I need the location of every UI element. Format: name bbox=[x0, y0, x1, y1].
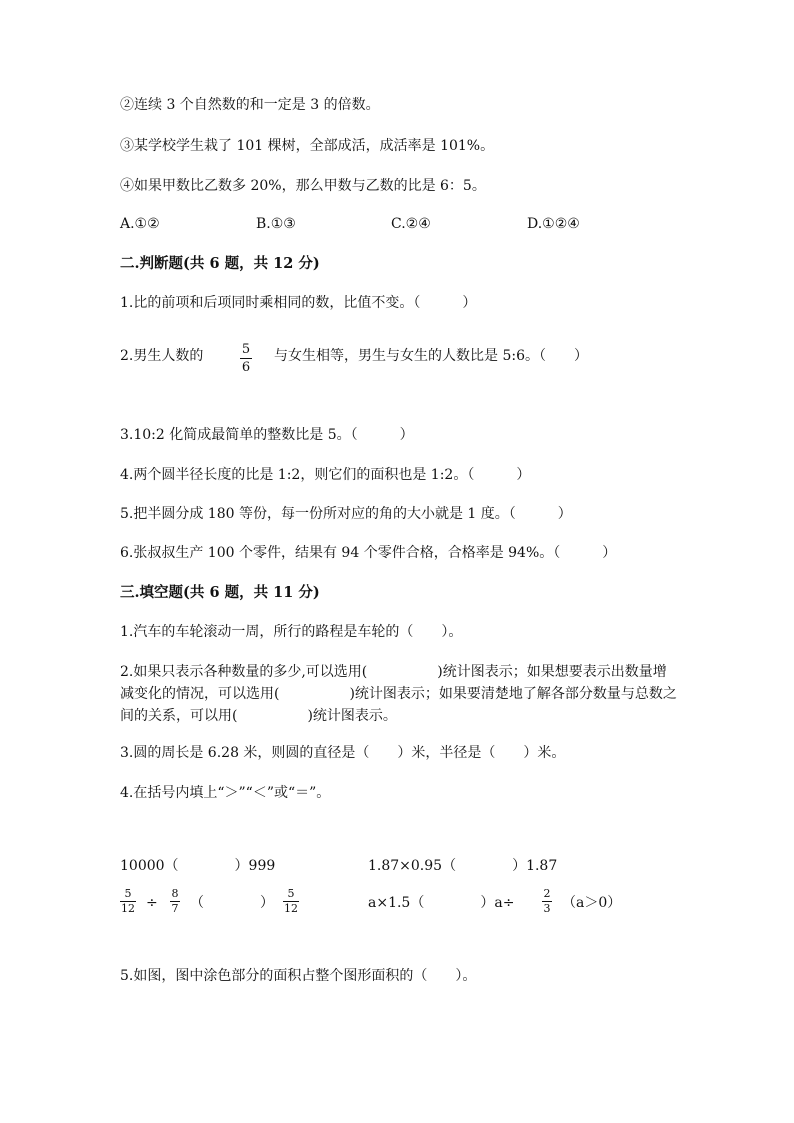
fill-q1: 1.汽车的车轮滚动一周，所行的路程是车轮的（ ）。 bbox=[120, 624, 463, 640]
compare-4-fraction bbox=[542, 888, 552, 915]
fraction-bar bbox=[240, 358, 252, 359]
judge-q5: 5.把半圆分成 180 等份，每一份所对应的角的大小就是 1 度。（ ） bbox=[120, 506, 572, 522]
fraction-denominator: 6 bbox=[241, 360, 251, 375]
section-2-title: 二.判断题(共 6 题，共 12 分) bbox=[120, 255, 320, 272]
compare-3-fraction-1 bbox=[120, 888, 136, 915]
fraction-denominator: 12 bbox=[284, 902, 298, 915]
fraction-numerator: 5 bbox=[241, 342, 251, 357]
judge-q6: 6.张叔叔生产 100 个零件，结果有 94 个零件合格，合格率是 94%。（ ） bbox=[120, 545, 617, 561]
fraction-numerator: 5 bbox=[287, 887, 295, 900]
judge-q2-before: 2.男生人数的 bbox=[120, 348, 204, 364]
option-c: C.②④ bbox=[391, 216, 431, 232]
fill-q2: 2.如果只表示各种数量的多少,可以选用( )统计图表示；如果想要表示出数量增减变化的情况，可以选用( )统计图表示；如果要清楚地了解各部分数量与总数之间的关系，可以用( )统计图表示。 bbox=[120, 664, 677, 724]
option-d: D.①②④ bbox=[527, 216, 580, 232]
statement-4: ④如果甲数比乙数多 20%，那么甲数与乙数的比是 6：5。 bbox=[120, 178, 486, 194]
judge-q1: 1.比的前项和后项同时乘相同的数，比值不变。（ ） bbox=[120, 295, 477, 311]
fill-q5: 5.如图，图中涂色部分的面积占整个图形面积的（ ）。 bbox=[120, 968, 477, 984]
compare-3-fraction-2 bbox=[170, 888, 180, 915]
compare-3-fraction-3 bbox=[283, 888, 299, 915]
judge-q4: 4.两个圆半径长度的比是 1:2，则它们的面积也是 1:2。（ ） bbox=[120, 467, 531, 483]
compare-3-divide: ÷ bbox=[146, 895, 158, 911]
fraction-numerator: 8 bbox=[171, 887, 179, 900]
fraction-numerator: 5 bbox=[124, 887, 132, 900]
compare-2: 1.87×0.95（ ）1.87 bbox=[368, 858, 558, 874]
section-3-title: 三.填空题(共 6 题，共 11 分) bbox=[120, 584, 320, 601]
fill-q4: 4.在括号内填上“＞”“＜”或“＝”。 bbox=[120, 785, 331, 801]
option-a: A.①② bbox=[120, 216, 160, 232]
compare-4-left: a×1.5（ ）a÷ bbox=[368, 895, 515, 911]
fraction-denominator: 7 bbox=[171, 902, 179, 915]
statement-2: ②连续 3 个自然数的和一定是 3 的倍数。 bbox=[120, 97, 380, 113]
judge-q3: 3.10:2 化简成最简单的整数比是 5。（ ） bbox=[120, 427, 414, 443]
fill-q3: 3.圆的周长是 6.28 米，则圆的直径是（ ）米，半径是（ ）米。 bbox=[120, 745, 566, 761]
compare-4-right: （a＞0） bbox=[562, 895, 622, 911]
fraction-denominator: 3 bbox=[543, 902, 551, 915]
compare-1: 10000（ ）999 bbox=[120, 858, 276, 874]
fraction-numerator: 2 bbox=[543, 887, 551, 900]
option-b: B.①③ bbox=[256, 216, 296, 232]
judge-q2-after: 与女生相等，男生与女生的人数比是 5:6。（ ） bbox=[274, 348, 588, 364]
compare-3-paren: （ ） bbox=[190, 895, 274, 911]
fraction-denominator: 12 bbox=[121, 902, 135, 915]
judge-q2-fraction bbox=[240, 342, 252, 375]
statement-3: ③某学校学生栽了 101 棵树，全部成活，成活率是 101%。 bbox=[120, 138, 495, 154]
